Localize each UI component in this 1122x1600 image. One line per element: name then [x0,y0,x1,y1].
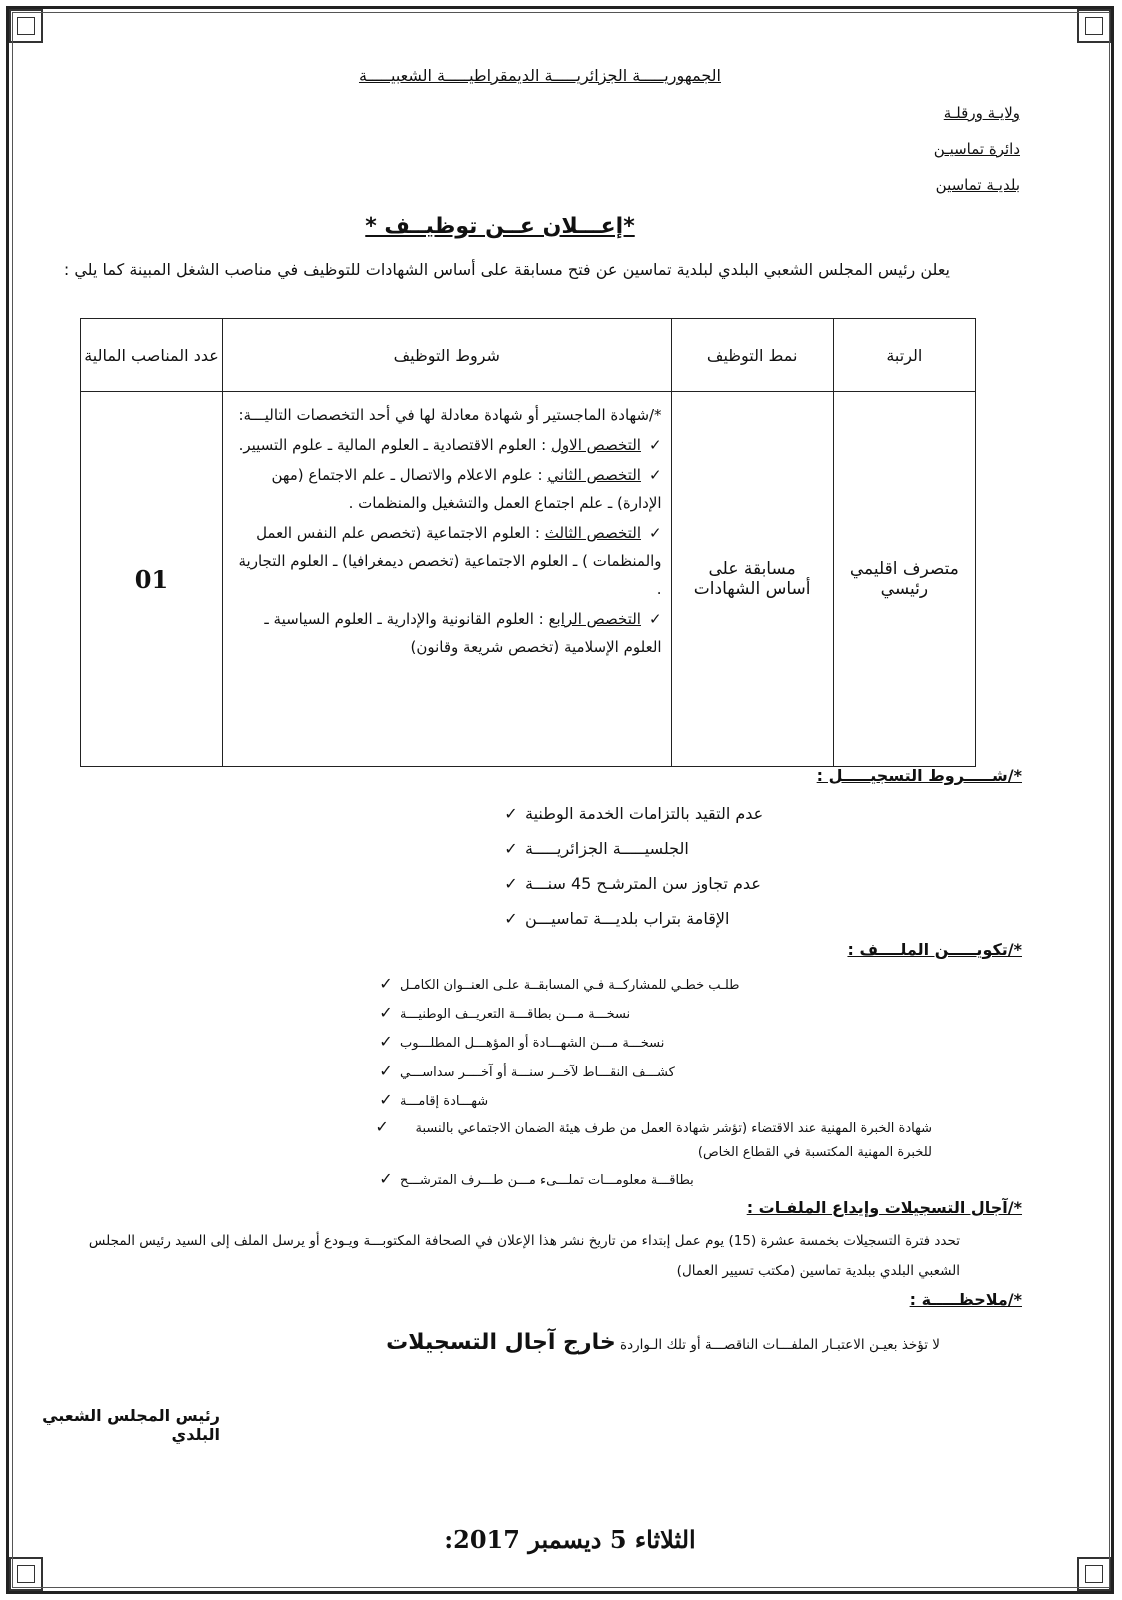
specialty-label: التخصص الاول [551,436,641,454]
list-item [234,461,662,517]
intro-paragraph: يعلن رئيس المجلس الشعبي البلدي لبلدية تماسين عن فتح مسابقة على أساس الشهادات للتوظيف في مناصب الشغل المبينة كما يلي : [63,260,950,279]
file-composition-title: */تكويـــــن الملــــف : [847,940,1022,959]
file-item-text: شهادة الخبرة المهنية عند الاقتضاء (تؤشر شهادة العمل من طرف هيئة الضمان الاجتماعي بالنسبة للخبرة المهنية المكتسبة في القطاع الخاص) [415,1121,932,1160]
specialty-label: التخصص الثاني [547,466,641,484]
check-icon: ✓ [648,436,662,454]
deadlines-text: تحدد فترة التسجيلات بخمسة عشرة (15) يوم عمل إبتداء من تاريخ نشر هذا الإعلان في الصحافة المكتوبـــة ويـودع أو يرسل الملف إلى السيد رئيس المجلس الشعبي البلدي ببلدية تماسين (مكتب تسيير العمال) [88,1233,960,1279]
republic-heading: الجمهوريـــــة الجزائريـــــة الديمقراطيـــــة الشعبيـــــة [358,66,721,85]
list-item [372,1028,932,1057]
condition-text: عدم تجاوز سن المترشـح 45 سنـــة [525,874,761,893]
cell-rank: متصرف اقليمي رئيسي [833,392,975,767]
check-icon: ✓ [379,1061,393,1080]
file-composition-list [372,970,932,1194]
jobs-table [80,318,976,767]
check-icon: ✓ [648,524,662,542]
condition-text: الإقامة بتراب بلديـــة تماسيـــن [525,909,730,928]
list-item [497,866,917,901]
note-paragraph [200,1326,940,1362]
check-icon: ✓ [648,610,662,628]
file-item-text: كشـــف النقـــاط لآخــر سنـــة أو آخــــر سداســـي [400,1065,675,1080]
check-icon: ✓ [375,1117,389,1136]
list-item [372,1057,932,1086]
check-icon: ✓ [379,1169,393,1188]
table-row [81,392,976,767]
table-header-row [81,319,976,392]
note-emphasis: خارج آجال التسجيلات [386,1330,616,1355]
cell-mode: مسابقة على أساس الشهادات [671,392,833,767]
check-icon: ✓ [504,909,518,928]
header-rank: الرتبة [833,319,975,392]
specialty-text: : العلوم الاقتصادية ـ العلوم المالية ـ علوم التسيير. [238,436,547,454]
conditions-intro: */شهادة الماجستير أو شهادة معادلة لها في أحد التخصصات التاليـــة: [238,406,662,424]
deadlines-title: */آجال التسجيلات وإيداع الملفـات : [746,1198,1022,1217]
note-text: لا تؤخذ بعيـن الاعتبـار الملفـــات الناقصـــة أو تلك الـواردة [620,1337,940,1353]
list-item [234,519,662,603]
file-item-text: شهـــادة إقامـــة [400,1094,489,1109]
specialty-label: التخصص الثالث [544,524,641,542]
registration-conditions-title: */شـــــروط التسجيـــــل : [816,766,1022,785]
list-item [497,901,917,936]
baladia-label: بلديـة تماسين [935,176,1020,194]
file-item-text: نسخـــة مـــن بطاقـــة التعريــف الوطنيـــة [400,1007,631,1022]
list-item [372,1165,932,1194]
check-icon: ✓ [648,466,662,484]
check-icon: ✓ [379,1003,393,1022]
specialty-text: : العلوم الاجتماعية (تخصص علم النفس العمل والمنظمات ) ـ العلوم الاجتماعية (تخصص ديمغرافيا) ـ العلوم التجارية . [238,524,662,598]
check-icon: ✓ [504,839,518,858]
cell-positions: 01 [81,392,223,767]
list-item [234,605,662,661]
file-item-text: بطاقـــة معلومـــات تملـــىء مـــن طـــرف المترشـــح [400,1173,694,1188]
condition-text: عدم التقيد بالتزامات الخدمة الوطنية [525,804,764,823]
note-title: */ملاحظـــــة : [909,1290,1022,1309]
list-item [497,796,917,831]
cell-conditions [223,392,672,767]
list-item [372,1115,932,1165]
list-item [372,970,932,999]
wilaya-label: ولايـة ورقلـة [943,104,1020,122]
file-item-text: نسخـــة مـــن الشهـــادة أو المؤهـــل المطلـــوب [400,1036,665,1051]
check-icon: ✓ [379,1090,393,1109]
list-item [372,999,932,1028]
conditions-list [224,393,670,673]
list-item [372,1086,932,1115]
header-mode: نمط التوظيف [671,319,833,392]
header-conditions: شروط التوظيف [223,319,672,392]
registration-conditions-list [497,796,917,936]
specialty-label: التخصص الرابع [548,610,641,628]
check-icon: ✓ [379,1032,393,1051]
check-icon: ✓ [504,874,518,893]
check-icon: ✓ [504,804,518,823]
check-icon: ✓ [379,974,393,993]
signature: رئيس المجلس الشعبي البلدي [42,1406,220,1444]
header-positions: عدد المناصب المالية [81,319,223,392]
footer-date: الثلاثاء 5 ديسمبر 2017: [444,1525,696,1554]
specialty-text: : علوم الاعلام والاتصال ـ علم الاجتماع (مهن الإدارة) ـ علم اجتماع العمل والتشغيل والمنظمات . [271,466,662,512]
specialty-text: : العلوم القانونية والإدارية ـ العلوم السياسية ـ العلوم الإسلامية (تخصص شريعة وقانون) [264,610,662,656]
page-title: *إعـــلان عــن توظيــف * [365,214,635,239]
condition-text: الجلسيـــــة الجزائريـــــة [525,839,689,858]
file-item-text: طلـب خطـي للمشاركــة فـي المسابقــة علـى العنــوان الكامـل [400,978,740,993]
list-item [234,431,662,459]
daira-label: دائرة تماسيـن [933,140,1020,158]
list-item [497,831,917,866]
